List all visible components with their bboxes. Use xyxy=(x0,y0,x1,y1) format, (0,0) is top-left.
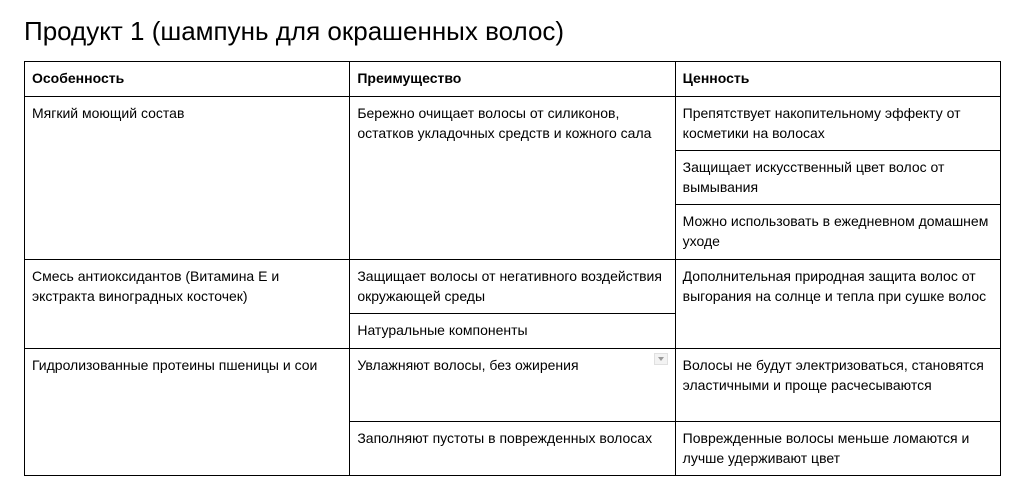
table-row xyxy=(25,97,1001,151)
value-cell[interactable]: Волосы не будут электризоваться, становятся эластичными и проще расчесываются xyxy=(675,349,1000,422)
value-cell[interactable]: Можно использовать в ежедневном домашнем уходе xyxy=(675,205,1000,260)
advantage-cell[interactable]: Защищает волосы от негативного воздействия окружающей среды xyxy=(350,260,675,314)
feature-cell[interactable]: Гидролизованные протеины пшеницы и сои xyxy=(25,349,350,476)
header-feature[interactable]: Особенность xyxy=(25,62,350,97)
value-cell[interactable]: Препятствует накопительному эффекту от косметики на волосах xyxy=(675,97,1000,151)
feature-cell[interactable]: Мягкий моющий состав xyxy=(25,97,350,260)
table-row xyxy=(25,260,1001,314)
feature-cell[interactable]: Смесь антиоксидантов (Витамина Е и экстракта виноградных косточек) xyxy=(25,260,350,349)
advantage-cell-content xyxy=(357,356,666,376)
advantage-cell[interactable]: Заполняют пустоты в поврежденных волосах xyxy=(350,422,675,476)
table-row xyxy=(25,349,1001,422)
value-cell[interactable]: Поврежденные волосы меньше ломаются и лучше удерживают цвет xyxy=(675,422,1000,476)
document-title: Продукт 1 (шампунь для окрашенных волос) xyxy=(24,16,565,46)
value-cell[interactable]: Защищает искусственный цвет волос от вымывания xyxy=(675,151,1000,205)
advantage-cell[interactable]: Натуральные компоненты xyxy=(350,314,675,349)
value-cell[interactable]: Дополнительная природная защита волос от выгорания на солнце и тепла при сушке волос xyxy=(675,260,1000,349)
advantage-cell-with-dropdown[interactable] xyxy=(350,349,675,422)
header-value[interactable]: Ценность xyxy=(675,62,1000,97)
advantage-cell-text: Увлажняют волосы, без ожирения xyxy=(357,357,579,373)
chevron-down-icon[interactable] xyxy=(654,353,668,365)
advantage-cell[interactable]: Бережно очищает волосы от силиконов, остатков укладочных средств и кожного сала xyxy=(350,97,675,260)
header-advantage[interactable]: Преимущество xyxy=(350,62,675,97)
feature-benefit-table xyxy=(24,61,1001,476)
table-header-row xyxy=(25,62,1001,97)
